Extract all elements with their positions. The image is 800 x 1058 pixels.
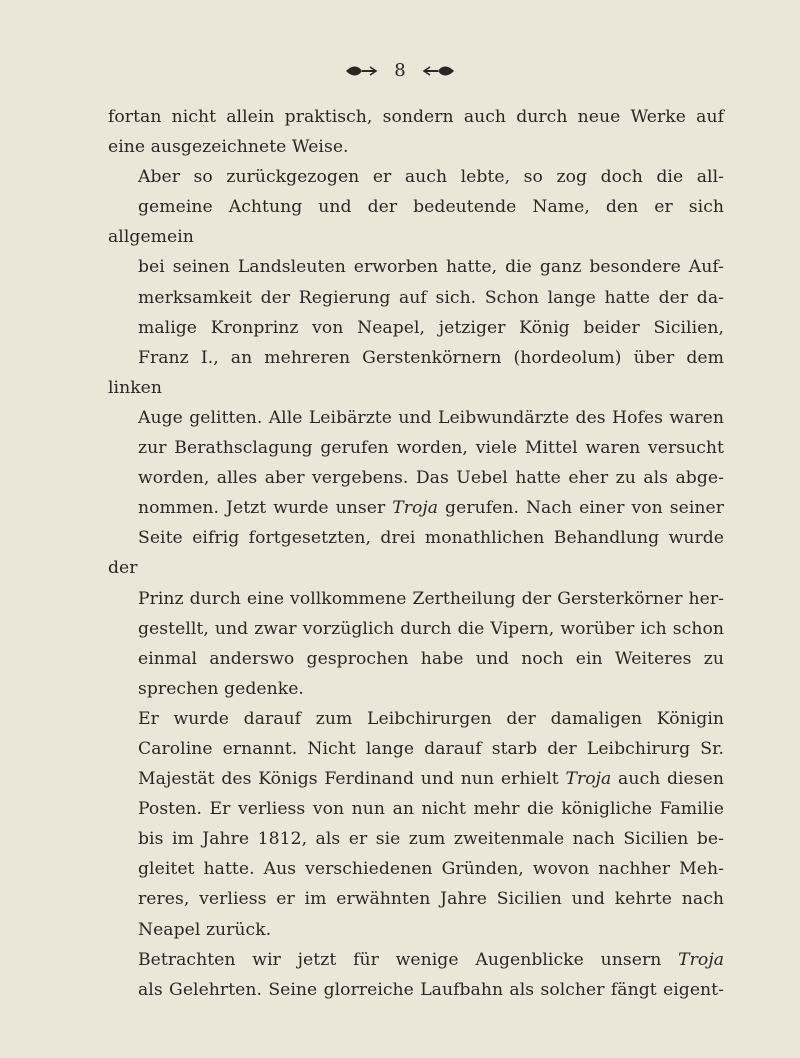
text-line: Auge gelitten. Alle Leibärzte und Leibwundärzte des Hofes waren	[138, 407, 724, 428]
text-line: nommen. Jetzt wurde unser Troja gerufen. Nach einer von seiner	[138, 498, 724, 519]
text-line: fortan nicht allein praktisch, sondern auch durch neue Werke auf	[108, 107, 724, 127]
body-text	[108, 102, 724, 1005]
text-line: merksamkeit der Regierung auf sich. Schon lange hatte der da-	[138, 287, 724, 308]
text-line: Majestät des Königs Ferdinand und nun erhielt Troja auch diesen	[138, 769, 724, 790]
text-line: bei seinen Landsleuten erworben hatte, die ganz besondere Auf-	[138, 257, 724, 278]
text-line: sprechen gedenke.	[138, 678, 304, 699]
text-line: Prinz durch eine vollkommene Zertheilung der Gersterkörner her-	[138, 588, 724, 609]
left-ornament-icon	[344, 64, 378, 78]
text-line: reres, verliess er im erwähnten Jahre Sicilien und kehrte nach	[138, 889, 724, 910]
text-line: Neapel zurück.	[138, 919, 272, 940]
text-line: worden, alles aber vergebens. Das Uebel hatte eher zu als abge-	[138, 468, 724, 489]
text-line: als Gelehrten. Seine glorreiche Laufbahn als solcher fängt eigent-	[138, 979, 724, 1000]
italic-name: Troja	[678, 949, 724, 970]
page-number: 8	[394, 60, 406, 81]
text-line: Aber so zurückgezogen er auch lebte, so zog doch die all-	[138, 167, 724, 188]
text-line: Er wurde darauf zum Leibchirurgen der damaligen Königin	[138, 708, 724, 729]
text-line: Franz I., an mehreren Gerstenkörnern (hordeolum) über dem linken	[108, 347, 724, 398]
text-line: eine ausgezeichnete Weise.	[108, 137, 349, 158]
text-line: gestellt, und zwar vorzüglich durch die Vipern, worüber ich schon	[138, 618, 724, 639]
paragraph	[108, 162, 724, 704]
text-line: gemeine Achtung und der bedeutende Name, den er sich allgemein	[108, 197, 724, 248]
text-line: gleitet hatte. Aus verschiedenen Gründen, wovon nachher Meh-	[138, 859, 724, 880]
paragraph	[108, 102, 724, 162]
text-line: bis im Jahre 1812, als er sie zum zweitenmale nach Sicilien be-	[138, 829, 724, 850]
italic-name: Troja	[392, 498, 439, 519]
italic-name: Troja	[565, 769, 612, 790]
page-header	[0, 60, 800, 81]
text-line: Caroline ernannt. Nicht lange darauf starb der Leibchirurg Sr.	[138, 738, 724, 759]
text-line: einmal anderswo gesprochen habe und noch ein Weiteres zu	[138, 648, 724, 669]
paragraph	[108, 945, 724, 1005]
text-line: Seite eifrig fortgesetzten, drei monathlichen Behandlung wurde der	[108, 528, 724, 579]
text-line: Betrachten wir jetzt für wenige Augenblicke unsern Troja	[138, 949, 724, 970]
text-line: zur Berathsclagung gerufen worden, viele Mittel waren versucht	[138, 438, 724, 459]
text-line: Posten. Er verliess von nun an nicht mehr die königliche Familie	[138, 799, 724, 820]
paragraph	[108, 704, 724, 945]
right-ornament-icon	[422, 64, 456, 78]
text-line: malige Kronprinz von Neapel, jetziger König beider Sicilien,	[138, 317, 724, 338]
